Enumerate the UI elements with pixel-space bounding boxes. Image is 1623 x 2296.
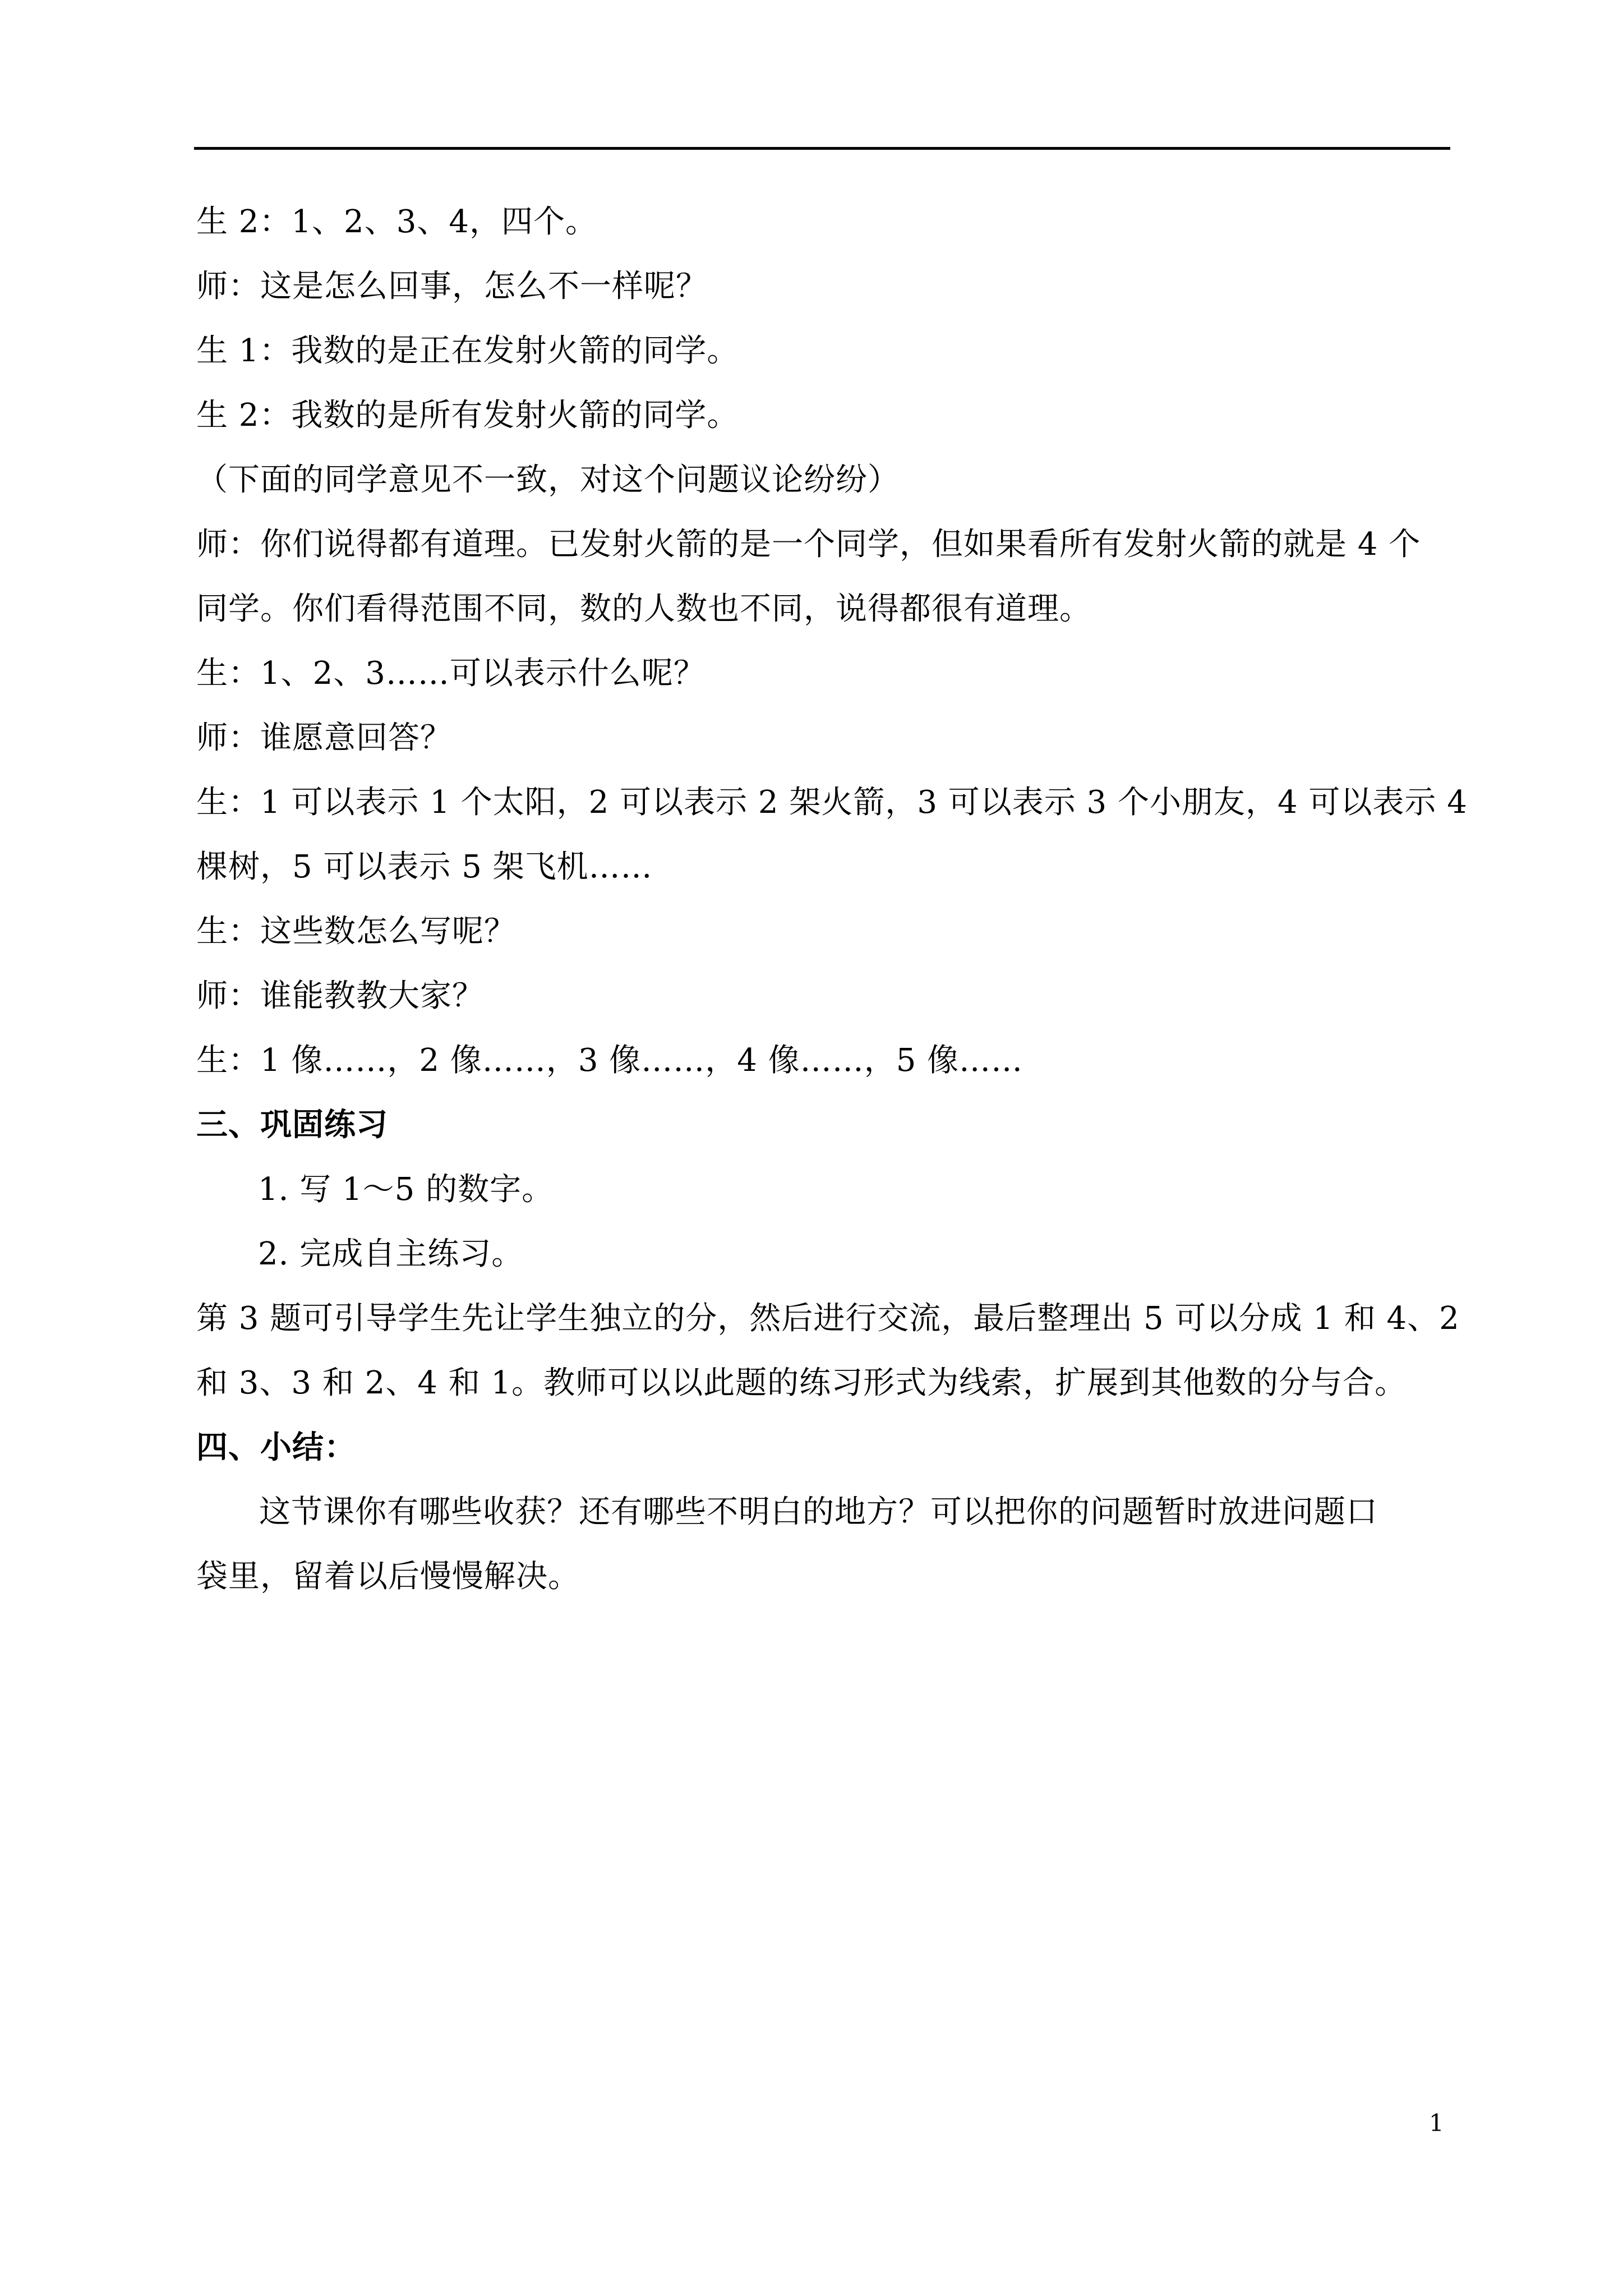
- dialogue-line: 师：这是怎么回事，怎么不一样呢？: [196, 268, 708, 305]
- dialogue-line: 生 2：我数的是所有发射火箭的同学。: [196, 397, 739, 434]
- dialogue-line: 生：1、2、3……可以表示什么呢？: [196, 655, 706, 692]
- numbered-item: 1. 写 1～5 的数字。: [258, 1171, 554, 1208]
- dialogue-line: 生：1 像……，2 像……，3 像……，4 像……，5 像……: [196, 1042, 1023, 1079]
- dialogue-line: 师：谁愿意回答？: [196, 720, 452, 756]
- header-rule: [194, 147, 1450, 150]
- dialogue-line-continued: 棵树，5 可以表示 5 架飞机……: [196, 849, 653, 885]
- section-heading-summary: 四、小结：: [196, 1429, 356, 1466]
- paragraph-line: 第 3 题可引导学生先让学生独立的分，然后进行交流，最后整理出 5 可以分成 1 和 4、2: [196, 1300, 1460, 1337]
- dialogue-line: 生：这些数怎么写呢？: [196, 913, 516, 950]
- dialogue-line: 师：你们说得都有道理。已发射火箭的是一个同学，但如果看所有发射火箭的就是 4 个: [196, 526, 1421, 563]
- section-heading-practice: 三、巩固练习: [196, 1106, 388, 1143]
- page-number: 1: [1429, 2109, 1444, 2137]
- stage-note: （下面的同学意见不一致，对这个问题议论纷纷）: [196, 462, 900, 498]
- dialogue-line: 生 1：我数的是正在发射火箭的同学。: [196, 333, 739, 369]
- dialogue-line: 师：谁能教教大家？: [196, 978, 484, 1014]
- dialogue-line-continued: 同学。你们看得范围不同，数的人数也不同，说得都很有道理。: [196, 591, 1091, 627]
- numbered-item: 2. 完成自主练习。: [258, 1236, 524, 1272]
- paragraph-line: 和 3、3 和 2、4 和 1。教师可以以此题的练习形式为线索，扩展到其他数的分与合。: [196, 1365, 1407, 1401]
- document-body: [196, 190, 1468, 1609]
- dialogue-line: 生 2：1、2、3、4，四个。: [196, 204, 597, 240]
- dialogue-line: 生：1 可以表示 1 个太阳，2 可以表示 2 架火箭，3 可以表示 3 个小朋友，4 可以表示 4: [196, 784, 1468, 821]
- paragraph-line: 袋里，留着以后慢慢解决。: [196, 1558, 580, 1595]
- paragraph-line: 这节课你有哪些收获？还有哪些不明白的地方？可以把你的问题暂时放进问题口: [259, 1494, 1378, 1530]
